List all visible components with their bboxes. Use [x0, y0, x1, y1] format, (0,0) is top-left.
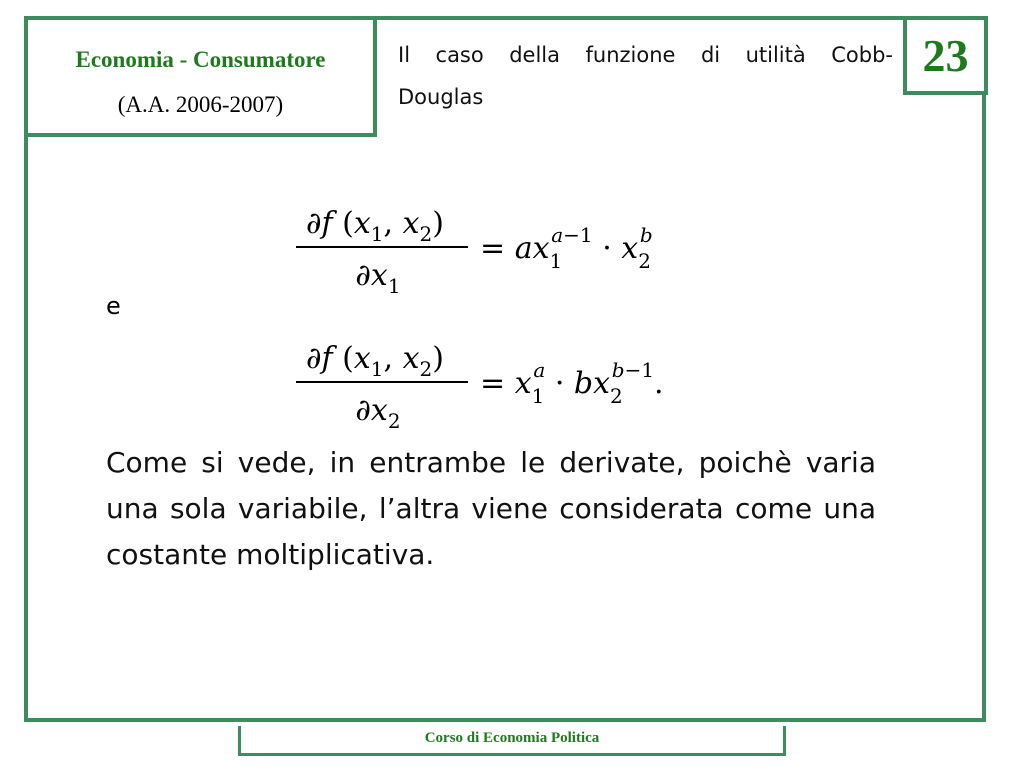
course-title: Economia - Consumatore [75, 47, 326, 72]
conjunction-e: e [106, 292, 121, 320]
slide-title-line-2: Douglas [398, 85, 484, 109]
course-header [24, 16, 377, 137]
equation-partial-x2 [280, 330, 720, 430]
explanation-paragraph: Come si vede, in entrambe le derivate, poichè varia una sola variabile, l’altra viene considerata come una costante moltiplicativa. [106, 446, 876, 571]
eq1-denominator: $\partial x_1$ [355, 258, 401, 295]
eq2-numerator: ∂f ($x_1$, $x_2$) [306, 341, 444, 381]
slide-title [398, 34, 893, 118]
eq2-rhs: = $x_1a \cdot bx_2b-1$. [480, 358, 664, 408]
equation-partial-x1 [280, 195, 720, 295]
academic-year: (A.A. 2006-2007) [117, 92, 284, 117]
eq2-denominator: $\partial x_2$ [355, 393, 401, 430]
page-number: 23 [903, 16, 988, 95]
eq1-rhs: = $ax_1a-1 \cdot x_2b$ [480, 223, 653, 273]
slide-title-line-1: Il caso della funzione di utilità Cobb- [398, 43, 893, 67]
eq1-numerator: ∂f ($x_1$, $x_2$) [306, 206, 444, 246]
footer-course-label: Corso di Economia Politica [238, 726, 786, 756]
